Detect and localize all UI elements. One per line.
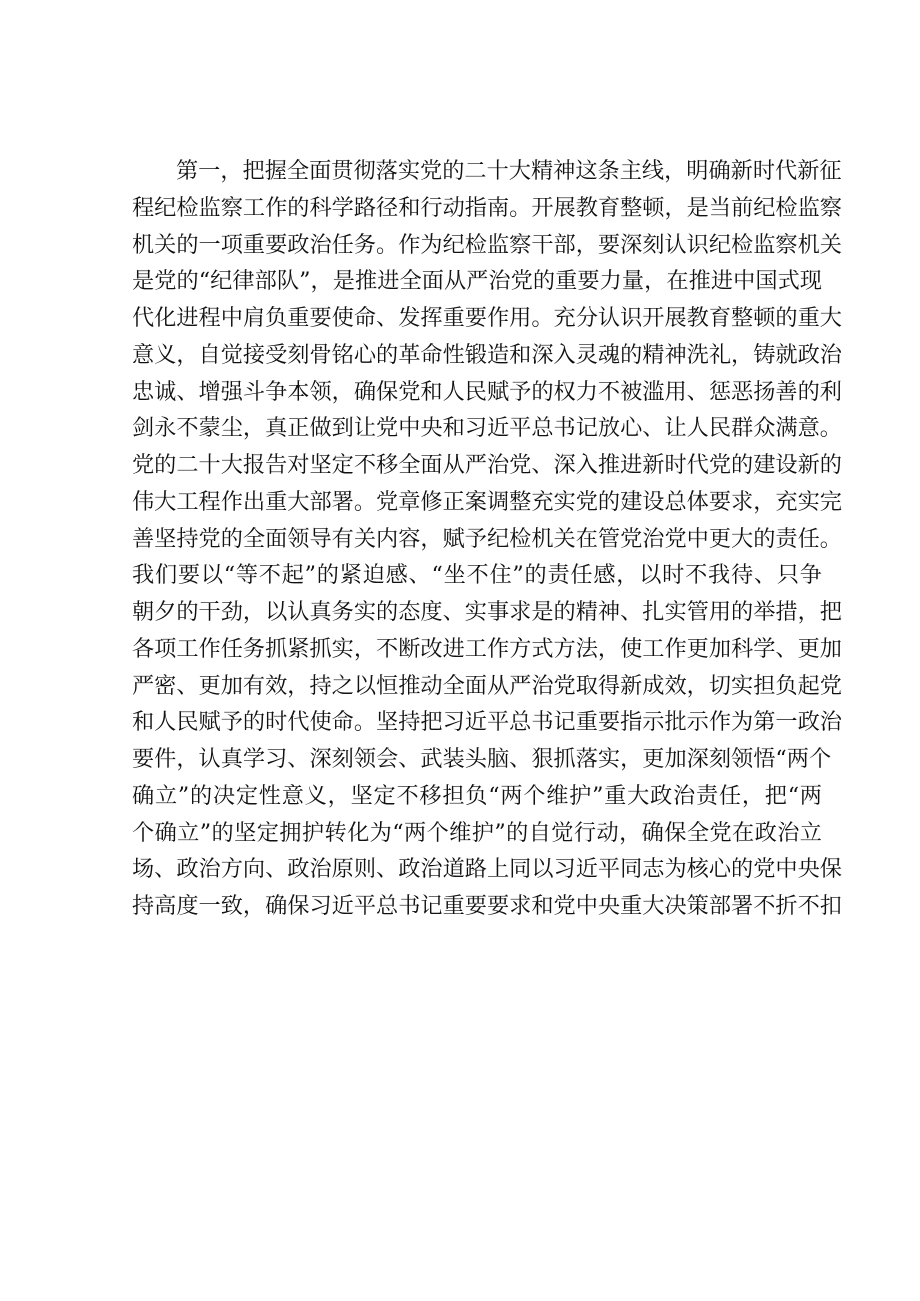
paragraph-line: 朝夕的干劲，以认真务实的态度、实事求是的精神、扎实管用的举措，把: [132, 599, 842, 625]
paragraph-line: 要件，认真学习、深刻领会、武装头脑、狠抓落实，更加深刻领悟“两个: [132, 746, 832, 772]
paragraph-line: 党的二十大报告对坚定不移全面从严治党、深入推进新时代党的建设新的: [132, 452, 842, 478]
paragraph-line: 严密、更加有效，持之以恒推动全面从严治党取得新成效，切实担负起党: [132, 672, 842, 699]
paragraph-line: 和人民赋予的时代使命。坚持把习近平总书记重要指示批示作为第一政治: [132, 709, 842, 736]
paragraph-line: 确立”的决定性意义，坚定不移担负“两个维护”重大政治责任，把“两: [132, 782, 822, 809]
paragraph-line: 伟大工程作出重大部署。党章修正案调整充实党的建设总体要求，充实完: [132, 488, 842, 515]
paragraph-line: 第一，把握全面贯彻落实党的二十大精神这条主线，明确新时代新征: [176, 158, 842, 184]
paragraph-line: 个确立”的坚定拥护转化为“两个维护”的自觉行动，确保全党在政治立: [132, 819, 822, 846]
paragraph-line: 机关的一项重要政治任务。作为纪检监察干部，要深刻认识纪检监察机关: [132, 231, 842, 258]
paragraph-line: 各项工作任务抓紧抓实，不断改进工作方式方法，使工作更加科学、更加: [132, 635, 842, 662]
paragraph-line: 代化进程中肩负重要使命、发挥重要作用。充分认识开展教育整顿的重大: [132, 305, 842, 331]
paragraph-line: 场、政治方向、政治原则、政治道路上同以习近平同志为核心的党中央保: [132, 856, 842, 883]
paragraph-line: 意义，自觉接受刻骨铭心的革命性锻造和深入灵魂的精神洗礼，铸就政治: [132, 341, 842, 368]
paragraph-line: 程纪检监察工作的科学路径和行动指南。开展教育整顿，是当前纪检监察: [132, 194, 842, 221]
paragraph-line: 是党的“纪律部队”，是推进全面从严治党的重要力量，在推进中国式现: [132, 268, 822, 295]
paragraph-line: 善坚持党的全面领导有关内容，赋予纪检机关在管党治党中更大的责任。: [132, 525, 842, 552]
paragraph-line: 持高度一致，确保习近平总书记重要要求和党中央重大决策部署不折不扣: [132, 893, 842, 919]
paragraph-line: 忠诚、增强斗争本领，确保党和人民赋予的权力不被滥用、惩恶扬善的利: [132, 378, 842, 405]
paragraph-line: 剑永不蒙尘，真正做到让党中央和习近平总书记放心、让人民群众满意。: [132, 415, 842, 442]
paragraph-line: 我们要以“等不起”的紧迫感、“坐不住”的责任感，以时不我待、只争: [132, 562, 822, 589]
body-paragraph: [132, 153, 842, 925]
